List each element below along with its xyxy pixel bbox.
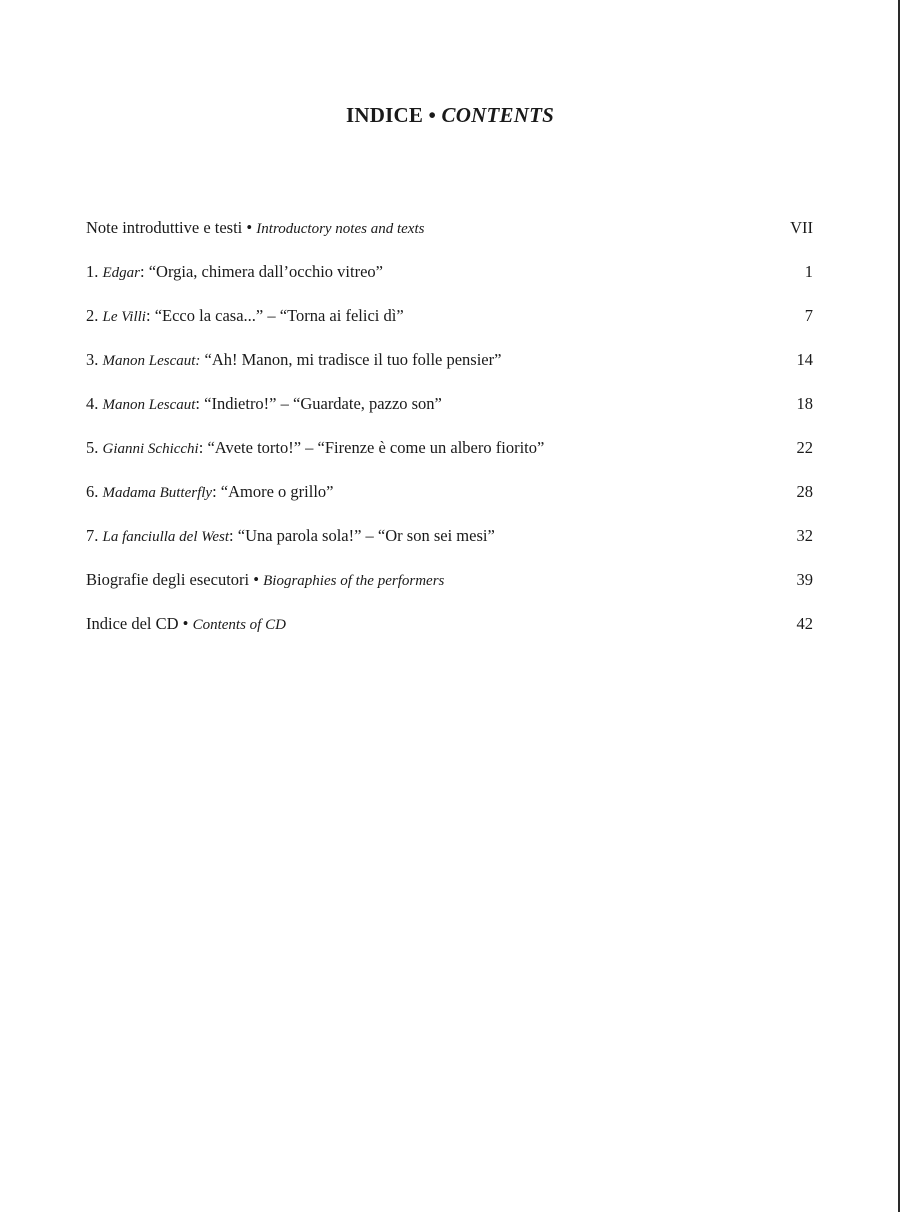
toc-page-number: 1 — [804, 262, 813, 281]
entry-italic-text: Biographies of the performers — [263, 573, 445, 589]
entry-italic-text: Introductory notes and texts — [256, 221, 425, 237]
entry-text-after: : “Orgia, chimera dall’occhio vitreo” — [140, 262, 383, 281]
toc-entry-7[interactable] — [86, 523, 813, 567]
toc-entry-3[interactable] — [86, 347, 813, 391]
entry-italic-text: Manon Lescaut — [102, 397, 196, 413]
toc-entry-2[interactable] — [86, 303, 813, 347]
entry-italic-text: La fanciulla del West — [102, 529, 230, 545]
title-separator: • — [423, 103, 442, 127]
entry-text-after: : “Ecco la casa...” – “Torna ai felici dì” — [145, 306, 404, 325]
toc-entry-title — [86, 479, 334, 506]
toc-entry-title — [86, 391, 442, 418]
toc-page-number: 39 — [796, 570, 813, 589]
toc-entry-title — [86, 303, 404, 330]
toc-entry-title — [86, 215, 424, 242]
toc-entry-biographies[interactable] — [86, 567, 813, 611]
page-title — [0, 100, 900, 130]
toc-page-number: VII — [790, 218, 813, 237]
entry-text: 2. — [86, 306, 103, 325]
entry-text: 3. — [86, 350, 103, 369]
toc-entry-cd-contents[interactable] — [86, 611, 813, 655]
toc-entry-title — [86, 567, 444, 594]
table-of-contents — [86, 215, 813, 655]
entry-italic-text: Manon Lescaut: — [102, 353, 201, 369]
toc-page-number: 28 — [796, 482, 813, 501]
title-italic: CONTENTS — [441, 103, 554, 127]
entry-text: 6. — [86, 482, 103, 501]
toc-page-number: 22 — [796, 438, 813, 457]
toc-entry-5[interactable] — [86, 435, 813, 479]
entry-italic-text: Contents of CD — [192, 617, 286, 633]
toc-entry-6[interactable] — [86, 479, 813, 523]
entry-text: 5. — [86, 438, 103, 457]
toc-entry-introductory-notes[interactable] — [86, 215, 813, 259]
toc-entry-4[interactable] — [86, 391, 813, 435]
toc-entry-title — [86, 435, 544, 462]
entry-italic-text: Edgar — [102, 265, 140, 281]
entry-text: Indice del CD • — [86, 614, 193, 633]
toc-page-number: 42 — [796, 614, 813, 633]
entry-text-after: : “Una parola sola!” – “Or son sei mesi” — [229, 526, 495, 545]
toc-page-number: 32 — [796, 526, 813, 545]
entry-text: Biografie degli esecutori • — [86, 570, 264, 589]
toc-entry-title — [86, 259, 383, 286]
entry-text-after: : “Amore o grillo” — [212, 482, 334, 501]
entry-text: 1. — [86, 262, 103, 281]
entry-text: Note introduttive e testi • — [86, 218, 257, 237]
toc-entry-title — [86, 347, 501, 374]
entry-text: 4. — [86, 394, 103, 413]
toc-entry-1[interactable] — [86, 259, 813, 303]
toc-entry-title — [86, 611, 286, 638]
entry-text: 7. — [86, 526, 103, 545]
toc-page-number: 18 — [796, 394, 813, 413]
entry-text-after: : “Indietro!” – “Guardate, pazzo son” — [195, 394, 442, 413]
entry-italic-text: Gianni Schicchi — [102, 441, 199, 457]
toc-entry-title — [86, 523, 495, 550]
toc-page-number: 7 — [804, 306, 813, 325]
entry-italic-text: Madama Butterfly — [102, 485, 213, 501]
toc-page-number: 14 — [796, 350, 813, 369]
title-main: INDICE — [346, 103, 424, 127]
entry-text-after: : “Avete torto!” – “Firenze è come un albero fiorito” — [198, 438, 545, 457]
entry-italic-text: Le Villi — [102, 309, 146, 325]
entry-text-after: “Ah! Manon, mi tradisce il tuo folle pensier” — [200, 350, 502, 369]
